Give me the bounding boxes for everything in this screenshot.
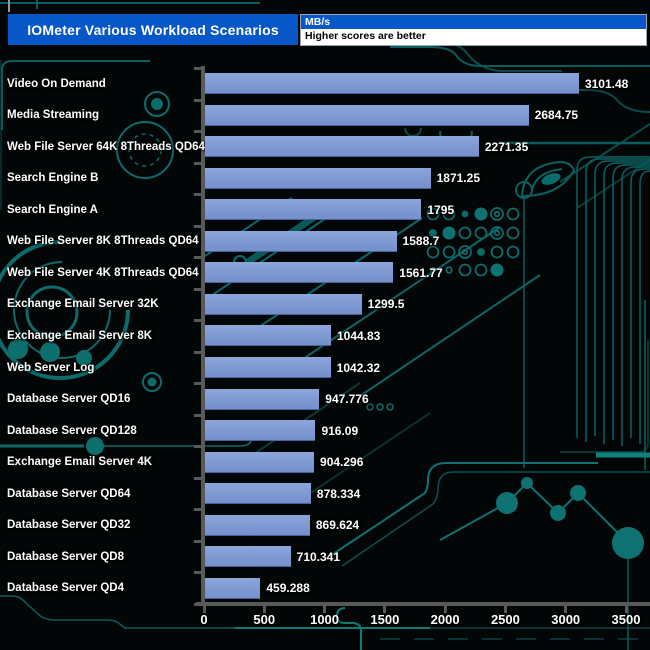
category-label: Search Engine B: [7, 172, 99, 185]
y-axis-tick: [194, 193, 201, 196]
y-axis-tick: [194, 445, 201, 448]
value-label: 2684.75: [534, 108, 579, 123]
y-axis-tick: [194, 288, 201, 291]
y-axis-tick: [194, 130, 201, 133]
bar-row: [0, 446, 650, 478]
category-label: Database Server QD32: [7, 519, 131, 532]
bar-row: [0, 352, 650, 384]
y-axis-tick: [194, 414, 201, 417]
bar-row: [0, 509, 650, 541]
y-axis-tick: [194, 382, 201, 385]
y-axis-tick: [194, 571, 201, 574]
value-label: 1561.77: [399, 265, 443, 280]
category-label: Exchange Email Server 4K: [7, 456, 153, 469]
value-label: 710.341: [296, 549, 341, 564]
bar-row: [0, 478, 650, 510]
value-label: 869.624: [315, 518, 360, 533]
bar: [205, 262, 393, 283]
bar: [205, 420, 315, 441]
bar: [205, 136, 479, 157]
bar-row: [0, 257, 650, 289]
bar-row: [0, 572, 650, 604]
x-axis-tick-label: 2500: [490, 612, 520, 627]
bar-row: [0, 320, 650, 352]
category-label: Database Server QD16: [7, 393, 131, 406]
bar: [205, 168, 431, 189]
value-label: 2271.35: [484, 139, 529, 154]
category-label: Exchange Email Server 8K: [7, 329, 153, 342]
value-label: 916.09: [321, 423, 359, 438]
bar-row: [0, 163, 650, 195]
legend: [300, 14, 647, 46]
legend-unit-label: MB/s: [301, 15, 646, 29]
value-label: 1042.32: [336, 360, 381, 375]
bar-row: [0, 226, 650, 258]
x-axis-tick-label: 3000: [551, 612, 581, 627]
bar-row: [0, 68, 650, 100]
category-label: Database Server QD128: [7, 424, 137, 437]
chart-title-box: [8, 14, 298, 45]
x-axis-tick-label: 2000: [430, 612, 460, 627]
bar: [205, 73, 579, 94]
value-label: 878.334: [316, 486, 361, 501]
y-axis-tick: [194, 477, 201, 480]
y-axis-tick: [194, 508, 201, 511]
category-label: Database Server QD4: [7, 582, 124, 595]
category-label: Video On Demand: [7, 77, 106, 90]
value-label: 1299.5: [367, 297, 405, 312]
bar-row: [0, 194, 650, 226]
category-label: Web File Server 8K 8Threads QD64: [7, 235, 199, 248]
bar-row: [0, 100, 650, 132]
value-label: 1795: [427, 202, 455, 217]
bar: [205, 294, 362, 315]
bar: [205, 199, 421, 220]
value-label: 459.288: [266, 581, 310, 596]
value-label: 1044.83: [336, 328, 381, 343]
category-label: Web Server Log: [7, 361, 95, 374]
y-axis-tick: [194, 99, 201, 102]
bar-row: [0, 415, 650, 447]
category-label: Media Streaming: [7, 109, 100, 122]
bar-row: [0, 289, 650, 321]
category-label: Web File Server 4K 8Threads QD64: [7, 266, 199, 279]
category-label: Search Engine A: [7, 203, 98, 216]
bar-row: [0, 383, 650, 415]
bar: [205, 578, 260, 599]
y-axis-tick: [194, 351, 201, 354]
value-label: 1871.25: [436, 171, 480, 186]
bar: [205, 515, 310, 536]
y-axis-tick: [194, 67, 201, 70]
category-label: Database Server QD64: [7, 487, 131, 500]
x-axis-tick-label: 1500: [370, 612, 400, 627]
y-axis-tick: [194, 256, 201, 259]
value-label: 3101.48: [584, 76, 629, 91]
y-axis-tick: [194, 162, 201, 165]
bar: [205, 452, 314, 473]
bar: [205, 357, 331, 378]
bar: [205, 231, 397, 252]
y-axis-tick: [194, 319, 201, 322]
chart-title: IOMeter Various Workload Scenarios: [27, 21, 279, 38]
x-axis-tick-label: 3500: [611, 612, 641, 627]
legend-note: Higher scores are better: [301, 29, 646, 45]
y-axis-tick: [194, 603, 201, 606]
value-label: 947.776: [325, 392, 369, 407]
value-label: 1588.7: [402, 234, 440, 249]
bar: [205, 325, 331, 346]
bar: [205, 546, 291, 567]
bar-row: [0, 541, 650, 573]
value-label: 904.296: [320, 455, 364, 470]
x-axis-tick-label: 0: [200, 612, 208, 627]
category-label: Database Server QD8: [7, 550, 124, 563]
category-label: Web File Server 64K 8Threads QD64: [7, 140, 205, 153]
category-label: Exchange Email Server 32K: [7, 298, 159, 311]
bar: [205, 483, 311, 504]
x-axis-tick-label: 500: [253, 612, 276, 627]
bar-row: [0, 131, 650, 163]
bar: [205, 105, 529, 126]
y-axis-tick: [194, 225, 201, 228]
x-axis-tick-label: 1000: [310, 612, 340, 627]
bar: [205, 389, 319, 410]
y-axis-tick: [194, 540, 201, 543]
